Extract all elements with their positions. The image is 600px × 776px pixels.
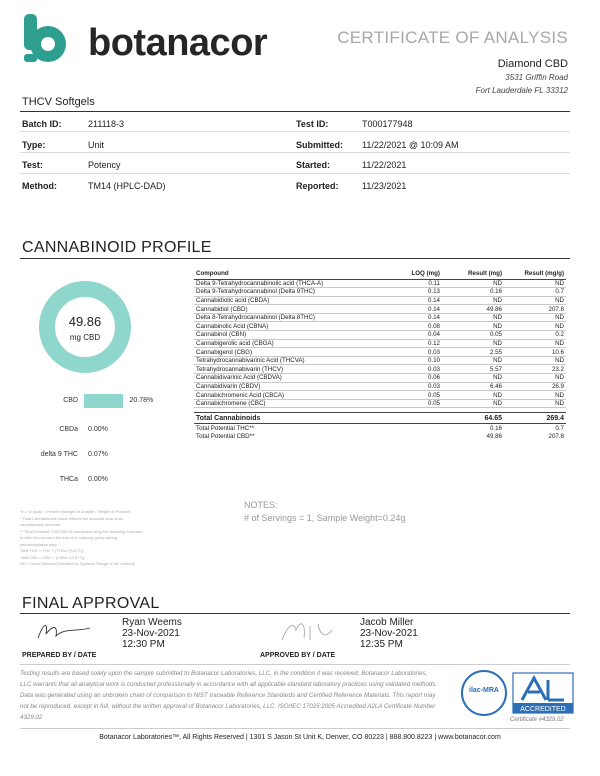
- result-mg-cell: 0.16: [442, 288, 504, 297]
- divider: [20, 613, 570, 614]
- approval-title: FINAL APPROVAL: [22, 595, 160, 612]
- document-title: CERTIFICATE OF ANALYSIS: [337, 28, 568, 47]
- test-label: Test:: [22, 160, 43, 170]
- loq-cell: 0.14: [382, 313, 442, 322]
- footnote-line: ND = None Detected (Defined by Dynamic Range of the method): [20, 561, 136, 566]
- result-mgg-cell: 0.7: [555, 424, 564, 432]
- result-mg-cell: ND: [442, 313, 504, 322]
- compound-cell: Delta 9-Tetrahydrocannabinolic acid (THCA-A): [194, 279, 382, 288]
- ilac-mra-badge: [461, 670, 507, 716]
- loq-cell: 0.10: [382, 356, 442, 365]
- table-row: [194, 374, 566, 383]
- compound-cell: Cannabidivarin (CBDV): [194, 382, 382, 391]
- divider: [20, 173, 570, 174]
- reported-value: 11/23/2021: [362, 181, 407, 191]
- compound-cell: Cannabigerolic acid (CBGA): [194, 339, 382, 348]
- loq-cell: 0.03: [382, 348, 442, 357]
- table-row: [194, 313, 566, 322]
- table-row: [194, 356, 566, 365]
- test-value: Potency: [88, 160, 121, 170]
- result-mgg-cell: 269.4: [504, 413, 566, 424]
- result-mg-cell: 2.55: [442, 348, 504, 357]
- compound-cell: Total Potential THC**: [196, 424, 255, 432]
- loq-cell: 0.06: [382, 374, 442, 383]
- footnotes: [20, 509, 210, 568]
- botanacor-logo-icon: [22, 14, 70, 64]
- loq-cell: [382, 433, 442, 442]
- table-row: [194, 348, 566, 357]
- signature-icon: [34, 618, 94, 644]
- certificate-number: Certificate #4329.02: [510, 717, 564, 723]
- started-label: Started:: [296, 160, 331, 170]
- result-mg-cell: 49.86: [442, 305, 504, 314]
- result-mgg-cell: ND: [504, 391, 566, 400]
- submitted-value: 11/22/2021 @ 10:09 AM: [362, 140, 459, 150]
- footnote-line: ** Total Potential THC/CBD is calculated using the following formulas: [20, 528, 142, 534]
- col-result-mgg: Result (mg/g): [504, 268, 566, 279]
- page-footer: Botanacor Laboratories™, All Rights Reserved | 1301 S Jason St Unit K, Denver, CO 80223 | 888.800.8223 | www.botanacor.com: [99, 734, 501, 741]
- loq-cell: 0.03: [382, 365, 442, 374]
- table-row: [194, 279, 566, 288]
- loq-cell: 0.05: [382, 399, 442, 408]
- compound-cell: Tetrahydrocannabivarinic Acid (THCVA): [194, 356, 382, 365]
- table-row: [194, 391, 566, 400]
- approver-block: [360, 617, 418, 650]
- batch-value: 211118-3: [88, 119, 125, 129]
- result-mgg-cell: ND: [504, 374, 566, 383]
- approver-time: 12:35 PM: [360, 639, 403, 650]
- test-id-value: T000177948: [362, 119, 413, 129]
- footnote-line: cannabinoids detected.: [20, 522, 62, 527]
- compound-cell: Cannabinolic Acid (CBNA): [194, 322, 382, 331]
- signature-icon: [276, 618, 336, 644]
- result-mg-cell: 49.86: [486, 433, 502, 441]
- result-mgg-cell: 207.8: [548, 433, 564, 441]
- results-table: [194, 268, 566, 441]
- loq-cell: 0.04: [382, 331, 442, 340]
- table-row: [194, 305, 566, 314]
- compound-cell: Cannabichromenic Acid (CBCA): [194, 391, 382, 400]
- batch-label: Batch ID:: [22, 119, 62, 129]
- result-mg-cell: 5.57: [442, 365, 504, 374]
- footnote-line: * Total Cannabinoids result reflects the absolute sum of all: [20, 515, 123, 521]
- result-mgg-cell: ND: [504, 399, 566, 408]
- result-mgg-cell: 23.2: [504, 365, 566, 374]
- result-mgg-cell: 10.6: [504, 348, 566, 357]
- donut-value: 49.86: [68, 314, 102, 329]
- compound-cell: Cannabidiolic acid (CBDA): [194, 296, 382, 305]
- approver-date: 23-Nov-2021: [360, 628, 418, 639]
- preparer-time: 12:30 PM: [122, 639, 165, 650]
- loq-cell: 0.12: [382, 339, 442, 348]
- client-address: [476, 58, 568, 97]
- table-row: [194, 331, 566, 340]
- divider: [20, 152, 570, 153]
- compound-cell: Delta 9-Tetrahydrocannabinol (Delta 9THC): [194, 288, 382, 297]
- method-label: Method:: [22, 181, 57, 191]
- type-value: Unit: [88, 140, 105, 150]
- compound-cell: Cannabichromene (CBC): [194, 399, 382, 408]
- disclaimer: Testing results are based solely upon the sample submitted to Botanacor Laboratories, LLC, in the condition it was received. Botanacor Laboratories, LLC warrants that all analytical work is conducted professionally in accordance with all applicable standard laboratory practices using validated methods. Data was generated using an unbroken chain of comparison to NIST traceable Reference Standards and Certified Reference Materials. This report may not be reproduced, except in full, without the written approval of Botanacor Laboratories, LLC. ISO/IEC 17025:2005 Accredited A2LA Certificate Number 4329.02: [20, 670, 438, 721]
- table-row: [194, 382, 566, 391]
- loq-cell: [382, 424, 442, 433]
- compound-cell: Delta 8-Tetrahydrocannabinol (Delta 8THC): [194, 313, 382, 322]
- table-row: [194, 288, 566, 297]
- profile-title: CANNABINOID PROFILE: [22, 239, 212, 256]
- loq-cell: 0.13: [382, 288, 442, 297]
- potential-row: [194, 433, 566, 442]
- loq-cell: 0.11: [382, 279, 442, 288]
- preparer-name: Ryan Weems: [122, 617, 182, 628]
- result-mg-cell: ND: [442, 339, 504, 348]
- loq-cell: 0.03: [382, 382, 442, 391]
- result-mgg-cell: ND: [504, 322, 566, 331]
- result-mgg-cell: 207.8: [504, 305, 566, 314]
- table-row: [194, 296, 566, 305]
- brand-name: botanacor: [88, 22, 268, 64]
- reported-label: Reported:: [296, 181, 339, 191]
- table-row: [194, 365, 566, 374]
- col-result-mg: Result (mg): [442, 268, 504, 279]
- type-label: Type:: [22, 140, 46, 150]
- result-mgg-cell: ND: [504, 339, 566, 348]
- result-mgg-cell: 26.9: [504, 382, 566, 391]
- footnote-line: Total CBD = CBD + (CBDa *(0.877)): [20, 554, 85, 560]
- donut-unit: mg CBD: [69, 333, 101, 342]
- bar-label: THCa: [59, 476, 78, 483]
- result-mg-cell: 6.46: [442, 382, 504, 391]
- divider: [20, 258, 570, 259]
- potential-row: [194, 424, 566, 433]
- table-row: [194, 399, 566, 408]
- result-mgg-cell: ND: [504, 356, 566, 365]
- col-compound: Compound: [194, 268, 382, 279]
- divider: [20, 728, 570, 729]
- loq-cell: 0.08: [382, 322, 442, 331]
- compound-cell: Cannabigerol (CBG): [194, 348, 382, 357]
- result-mg-cell: ND: [442, 279, 504, 288]
- a2la-accredited-badge: [512, 672, 574, 714]
- result-mgg-cell: ND: [504, 313, 566, 322]
- approver-name: Jacob Miller: [360, 617, 414, 628]
- bar-value: 20.78%: [129, 397, 154, 404]
- result-mg-cell: ND: [442, 296, 504, 305]
- loq-cell: 0.14: [382, 305, 442, 314]
- footnote-line: Total THC = THC + (THCa *(0.877)): [20, 548, 84, 553]
- table-header-row: [194, 268, 566, 279]
- result-mg-cell: ND: [442, 322, 504, 331]
- result-mg-cell: ND: [442, 391, 504, 400]
- compound-cell: Tetrahydrocannabivarin (THCV): [194, 365, 382, 374]
- bar-label: CBD: [63, 397, 78, 404]
- ilac-badge-text: ilac-MRA: [469, 687, 499, 694]
- loq-cell: 0.05: [382, 391, 442, 400]
- table-row: [194, 339, 566, 348]
- result-mg-cell: ND: [442, 399, 504, 408]
- compound-cell: Total Cannabinoids: [194, 413, 382, 424]
- result-mgg-cell: 0.2: [504, 331, 566, 340]
- divider: [20, 664, 570, 665]
- compound-cell: Cannabidiol (CBD): [194, 305, 382, 314]
- result-mg-cell: 0.05: [442, 331, 504, 340]
- product-name: THCV Softgels: [22, 96, 95, 108]
- col-loq: LOQ (mg): [382, 268, 442, 279]
- bar-fill: [84, 394, 123, 408]
- bar-label: CBDa: [59, 426, 78, 433]
- test-id-label: Test ID:: [296, 119, 329, 129]
- result-mgg-cell: 0.7: [504, 288, 566, 297]
- client-street: 3531 Griffin Road: [505, 73, 568, 82]
- method-value: TM14 (HPLC-DAD): [88, 181, 166, 191]
- preparer-date: 23-Nov-2021: [122, 628, 180, 639]
- notes-text: # of Servings = 1, Sample Weight=0.24g: [244, 513, 406, 523]
- bar-value: 0.00%: [88, 426, 108, 433]
- preparer-block: [122, 617, 182, 650]
- started-value: 11/22/2021: [362, 160, 407, 170]
- bar-value: 0.07%: [88, 451, 108, 458]
- client-city: Fort Lauderdale FL 33312: [475, 86, 568, 95]
- client-name: Diamond CBD: [497, 58, 568, 70]
- submitted-label: Submitted:: [296, 140, 343, 150]
- loq-cell: [382, 413, 442, 424]
- approved-by-caption: APPROVED BY / DATE: [260, 652, 336, 659]
- result-mgg-cell: ND: [504, 296, 566, 305]
- loq-cell: 0.14: [382, 296, 442, 305]
- result-mg-cell: ND: [442, 356, 504, 365]
- prepared-by-caption: PREPARED BY / DATE: [22, 652, 97, 659]
- bar-label: delta 9 THC: [40, 451, 78, 458]
- footnote-line: to take into account the loss of a carboxyl group during: [20, 535, 117, 540]
- compound-cell: Total Potential CBD**: [196, 433, 255, 441]
- result-mg-cell: 0.16: [489, 424, 502, 432]
- divider: [20, 131, 570, 132]
- a2la-badge-text: ACCREDITED: [520, 706, 566, 713]
- footnote-line: decarboxylation step.: [20, 541, 58, 547]
- footnote-line: % = % (w/w) = Percent (Weight of Analyte / Weight of Product): [20, 509, 131, 514]
- result-mg-cell: 64.65: [442, 413, 504, 424]
- notes-label: NOTES:: [244, 500, 278, 510]
- divider: [20, 111, 570, 112]
- compound-cell: Cannabidivarinic Acid (CBDVA): [194, 374, 382, 383]
- result-mgg-cell: ND: [504, 279, 566, 288]
- compound-cell: Cannabinol (CBN): [194, 331, 382, 340]
- bar-value: 0.00%: [88, 476, 108, 483]
- table-row: [194, 322, 566, 331]
- result-mg-cell: ND: [442, 374, 504, 383]
- total-row: [194, 413, 566, 424]
